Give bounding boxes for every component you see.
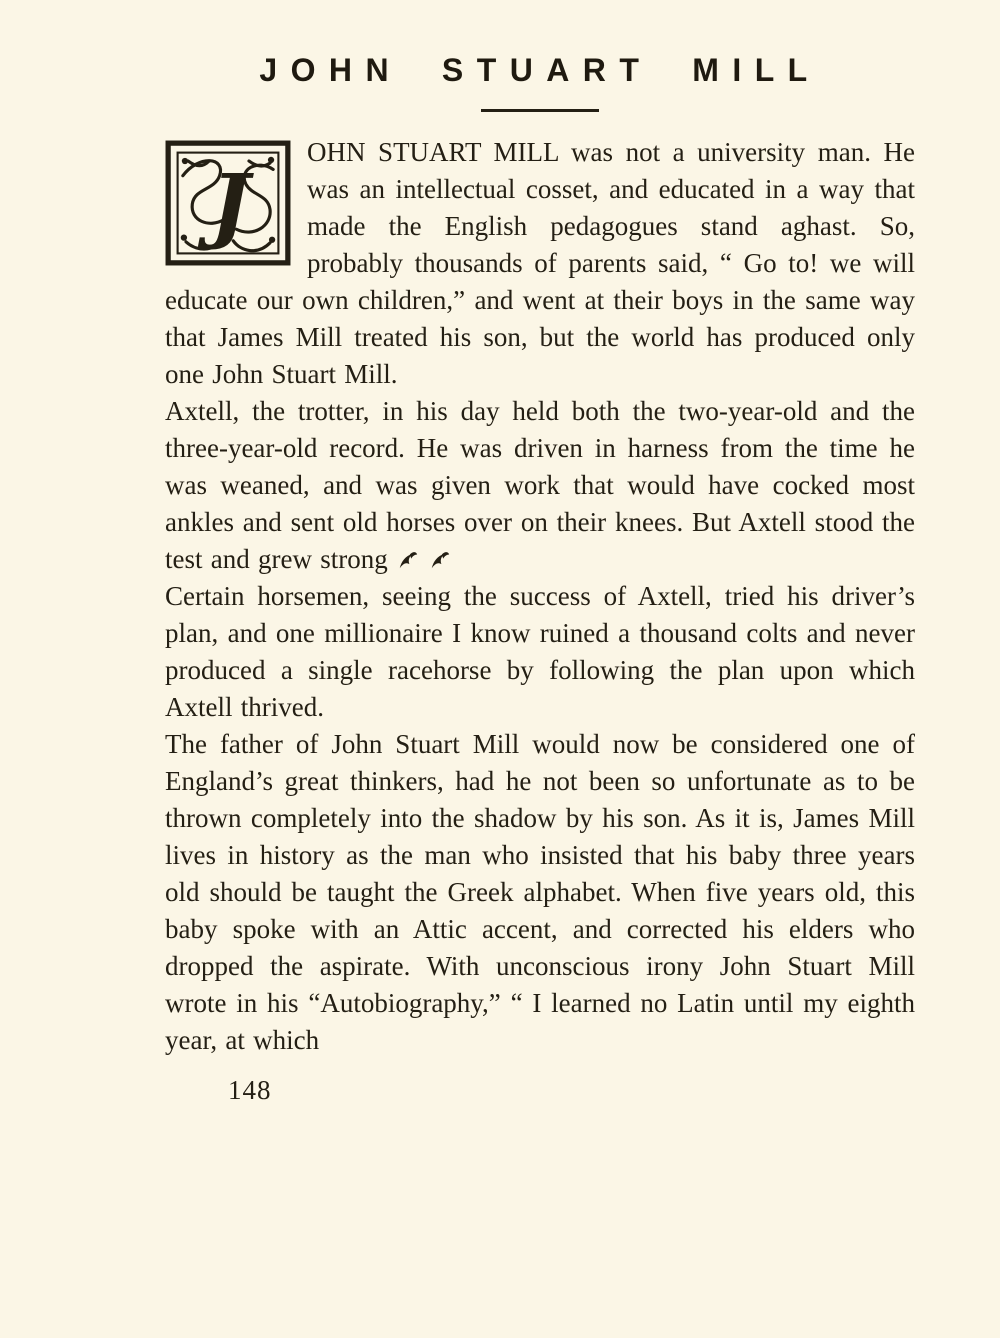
- fleuron-icon: [428, 549, 452, 571]
- end-of-paragraph-ornaments: [388, 544, 452, 574]
- body-text: [165, 134, 915, 1059]
- fleuron-icon: [396, 549, 420, 571]
- paragraph-axtell: [165, 393, 915, 578]
- dropcap-ornamental-initial: [165, 140, 291, 268]
- page-title: JOHN STUART MILL: [259, 52, 821, 88]
- paragraph-father: The father of John Stuart Mill would now be considered one of England’s great thinkers, had he not been so unfortunate as to be thrown completely into the shadow by his son. As it is, James Mill lives in history as the man who insisted that his baby three years old should be taught the Greek alphabet. When five years old, this baby spoke with an Attic accent, and corrected his elders who dropped the aspirate. With unconscious irony John Stuart Mill wrote in his “Autobiography,” “ I learned no Latin until my eighth year, at which: [165, 729, 915, 1055]
- dropcap-letter: J: [210, 156, 250, 253]
- page-header: [165, 52, 915, 112]
- paragraph-horsemen: Certain horsemen, seeing the success of Axtell, tried his driver’s plan, and one millionaire I know ruined a thousand colts and never produced a single racehorse by following the plan upon which Axtell thrived.: [165, 581, 915, 722]
- paragraph-intro: [165, 134, 915, 393]
- paragraph-text: OHN STUART MILL was not a university man. He was an intellectual cosset, and educated in a way that made the English pedagogues stand aghast. So, probably thousands of parents said, “ Go to! we will educate our own children,” and went at their boys in the same way that James Mill treated his son, but the world has produced only one John Stuart Mill.: [165, 137, 915, 389]
- paragraph-text: Axtell, the trotter, in his day held both the two-year-old and the three-year-old record. He was driven in harness from the time he was weaned, and was given work that would have cocked most ankles and sent old horses over on their knees. But Axtell stood the test and grew strong: [165, 396, 915, 574]
- page-number: 148: [228, 1075, 272, 1105]
- title-rule: [481, 109, 599, 112]
